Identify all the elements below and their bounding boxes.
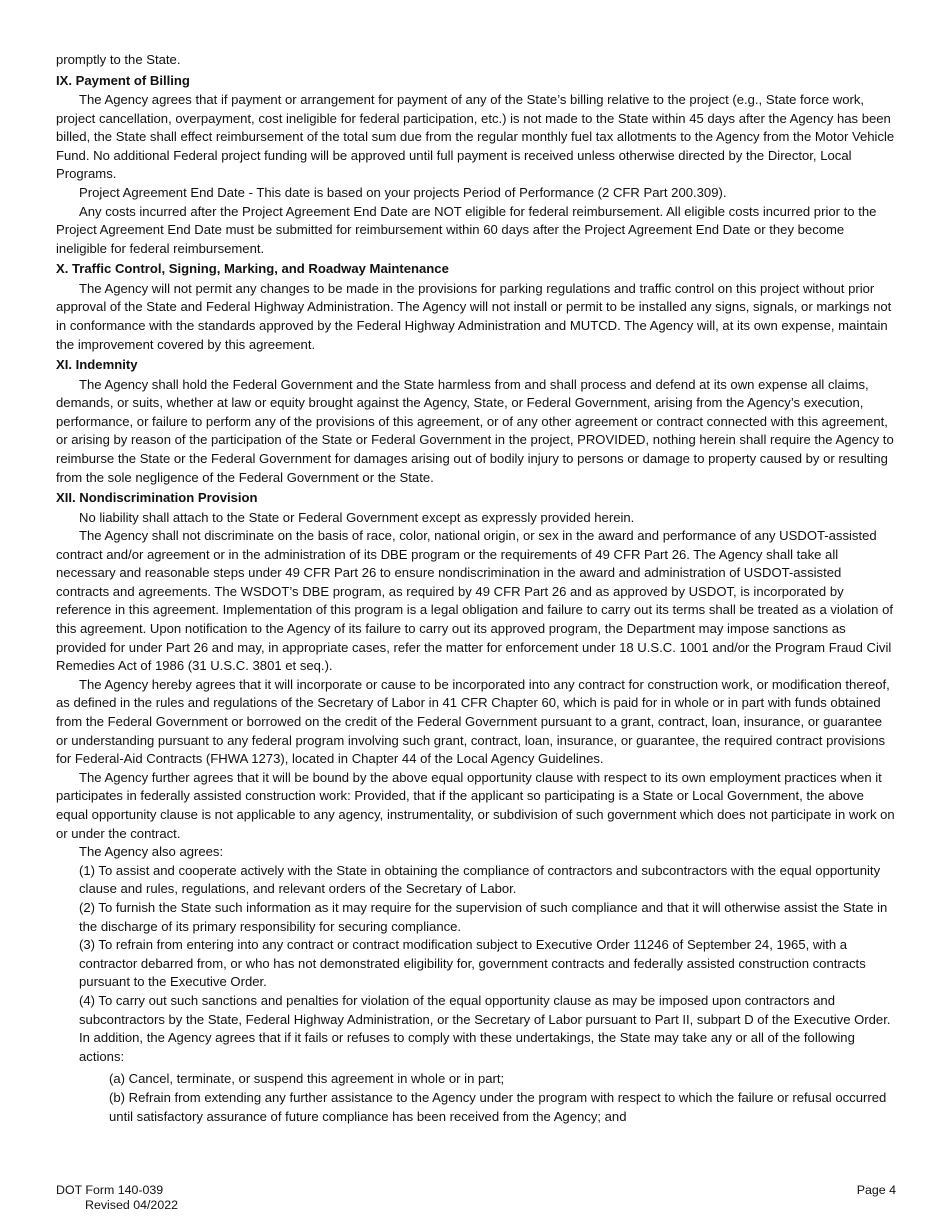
- list-item: (2) To furnish the State such information as it may require for the supervision of such compliance and that it will otherwise assist the State in the discharge of its primary responsibility for securing compliance.: [79, 899, 888, 934]
- paragraph: The Agency shall not discriminate on the basis of race, color, national origin, or sex in the award and performance of any USDOT-assisted contract and/or agreement or in the administration of its DBE program or the requirements of 49 CFR Part 26. The Agency shall take all necessary and reasonable steps under 49 CFR Part 26 to ensure nondiscrimination in the award and administration of USDOT-assisted contracts and agreements. The WSDOT’s DBE program, as required by 49 CFR Part 26 and as approved by USDOT, is incorporated by reference in this agreement. Implementation of this program is a legal obligation and failure to carry out its terms shall be treated as a violation of this agreement. Upon notification to the Agency of its failure to carry out its approved program, the Department may impose sanctions as provided for under Part 26 and may, in appropriate cases, refer the matter for enforcement under 18 U.S.C. 1001 and/or the Program Fraud Civil Remedies Act of 1986 (31 U.S.C. 3801 et seq.).: [56, 528, 893, 674]
- document-body: [56, 51, 896, 1126]
- list-item: (3) To refrain from entering into any contract or contract modification subject to Executive Order 11246 of September 24, 1965, with a contractor debarred from, or who has not demonstrated eligibility for, government contracts and federally assisted construction contracts pursuant to the Executive Order.: [79, 937, 866, 990]
- paragraph: The Agency will not permit any changes to be made in the provisions for parking regulations and traffic control on this project without prior approval of the State and Federal Highway Administration. The Agency will not install or permit to be installed any signs, signals, or markings not in conformance with the standards approved by the Federal Highway Administration and MUTCD. The Agency will, at its own expense, maintain the improvement covered by this agreement.: [56, 280, 892, 352]
- form-number: DOT Form 140-039: [56, 1183, 164, 1197]
- paragraph: The Agency shall hold the Federal Government and the State harmless from and shall process and defend at its own expense all claims, demands, or suits, whether at law or equity brought against the Agency, State, or Federal Government, arising from the Agency’s execution, performance, or failure to perform any of the provisions of this agreement, or of any other agreement or contract connected with this agreement, or arising by reason of the participation of the State or Federal Government in the project, PROVIDED, nothing herein shall require the Agency to reimburse the State or the Federal Government for damages arising out of bodily injury to persons or damage to property caused by or resulting from the sole negligence of the Federal Government or the State.: [56, 376, 894, 485]
- paragraph: The Agency agrees that if payment or arrangement for payment of any of the State’s billing relative to the project (e.g., State force work, project cancellation, overpayment, cost ineligible for federal participation, etc.) is not made to the State within 45 days after the Agency has been billed, the State shall effect reimbursement of the total sum due from the regular monthly fuel tax allotments to the Agency from the Motor Vehicle Fund. No additional Federal project funding will be approved until full payment is received unless otherwise directed by the Director, Local Programs.: [56, 92, 895, 182]
- section-heading-payment-of-billing: IX. Payment of Billing: [56, 72, 190, 88]
- section-heading-traffic-control: X. Traffic Control, Signing, Marking, and Roadway Maintenance: [56, 261, 449, 277]
- paragraph: Project Agreement End Date - This date is based on your projects Period of Performance (2 CFR Part 200.309).: [79, 184, 727, 200]
- paragraph: Any costs incurred after the Project Agreement End Date are NOT eligible for federal reimbursement. All eligible costs incurred prior to the Project Agreement End Date must be submitted for reimbursement within 60 days after the Project Agreement End Date or they become ineligible for federal reimbursement.: [56, 203, 877, 256]
- paragraph: The Agency further agrees that it will be bound by the above equal opportunity clause with respect to its own employment practices when it participates in federally assisted construction work: Provided, that if the applicant so participating is a State or Local Government, the above equal opportunity clause is not applicable to any agency, instrumentality, or subdivision of such government which does not participate in work on or under the contract.: [56, 769, 895, 841]
- list-item: (b) Refrain from extending any further assistance to the Agency under the program with respect to which the failure or refusal occurred until satisfactory assurance of future compliance has been received from the Agency; and: [109, 1089, 887, 1124]
- paragraph: In addition, the Agency agrees that if it fails or refuses to comply with these undertakings, the State may take any or all of the following actions:: [79, 1030, 855, 1064]
- section-heading-nondiscrimination: XII. Nondiscrimination Provision: [56, 490, 258, 506]
- list-item: (1) To assist and cooperate actively with the State in obtaining the compliance of contractors and subcontractors with the equal opportunity clause and rules, regulations, and relevant orders of the Secretary of Labor.: [79, 862, 881, 897]
- continued-text: promptly to the State.: [56, 52, 181, 67]
- section-heading-indemnity: XI. Indemnity: [56, 357, 138, 373]
- list-item: (a) Cancel, terminate, or suspend this agreement in whole or in part;: [109, 1071, 505, 1087]
- revision-date: Revised 04/2022: [85, 1198, 178, 1212]
- paragraph: No liability shall attach to the State or Federal Government except as expressly provided herein.: [79, 509, 635, 525]
- paragraph: The Agency also agrees:: [79, 844, 224, 860]
- page-number: Page 4: [856, 1183, 896, 1197]
- list-item: (4) To carry out such sanctions and penalties for violation of the equal opportunity clause as may be imposed upon contractors and subcontractors by the State, Federal Highway Administration, or the Secretary of Labor pursuant to Part II, subpart D of the Executive Order.: [79, 992, 891, 1027]
- paragraph: The Agency hereby agrees that it will incorporate or cause to be incorporated into any contract for construction work, or modification thereof, as defined in the rules and regulations of the Secretary of Labor in 41 CFR Chapter 60, which is paid for in whole or in part with funds obtained from the Federal Government or borrowed on the credit of the Federal Government pursuant to a grant, contract, loan, insurance, or guarantee or understanding pursuant to any federal program involving such grant, contract, loan, insurance, or guarantee, the required contract provisions for Federal-Aid Contracts (FHWA 1273), located in Chapter 44 of the Local Agency Guidelines.: [56, 676, 890, 767]
